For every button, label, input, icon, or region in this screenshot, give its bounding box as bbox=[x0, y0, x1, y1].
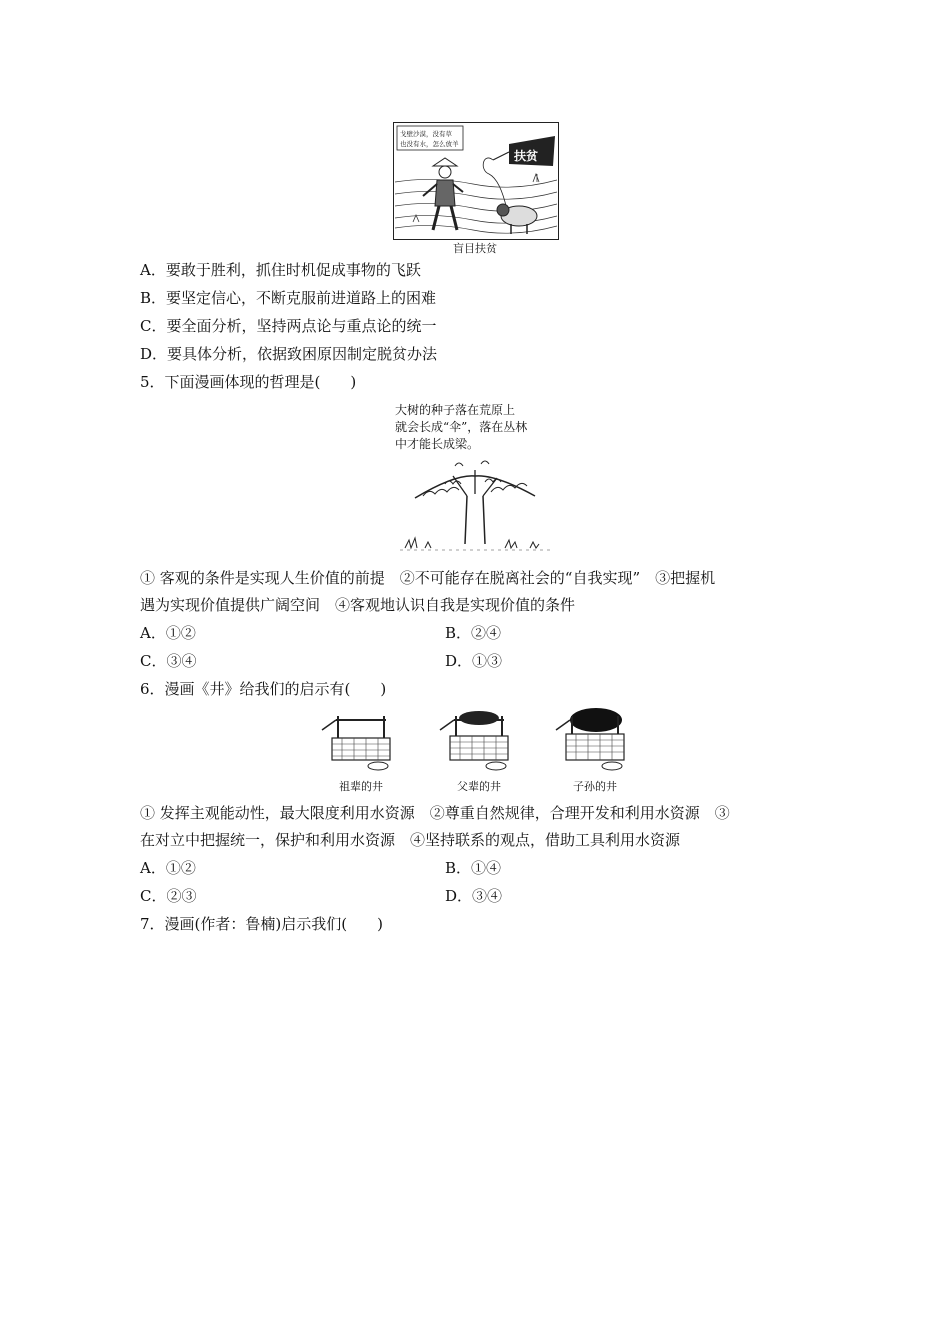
well-parents bbox=[440, 711, 508, 770]
tree-text-line-2: 就会长成“伞”，落在丛林 bbox=[395, 420, 528, 434]
well-caption-3: 子孙的井 bbox=[573, 780, 617, 793]
q5-statements-line-2: 遇为实现价值提供广阔空间 ④客观地认识自我是实现价值的条件 bbox=[140, 596, 576, 614]
cartoon-blind-poverty-aid bbox=[393, 122, 559, 240]
cartoon-blind-poverty-aid-drawing bbox=[393, 122, 559, 240]
q4-option-c: C．要全面分析，坚持两点论与重点论的统一 bbox=[140, 317, 437, 335]
flag-text: 扶贫 bbox=[514, 149, 539, 163]
well-caption-1: 祖辈的井 bbox=[339, 780, 383, 793]
wells-drawing bbox=[318, 708, 638, 774]
q6-option-c: C．②③ bbox=[140, 887, 197, 905]
tree-drawing bbox=[395, 456, 555, 556]
speech-line-1: 戈壁沙漠，没有草 bbox=[400, 130, 452, 138]
q5-statements-line-1: ① 客观的条件是实现人生价值的前提 ②不可能存在脱离社会的“自我实现” ③把握机 bbox=[140, 569, 716, 587]
q6-option-d: D．③④ bbox=[445, 887, 503, 905]
well-grandparents bbox=[322, 716, 390, 770]
q4-option-b: B．要坚定信心，不断克服前进道路上的困难 bbox=[140, 289, 437, 307]
q6-stem: 6．漫画《井》给我们的启示有( ) bbox=[140, 680, 387, 698]
q4-option-d: D．要具体分析，依据致困原因制定脱贫办法 bbox=[140, 345, 438, 363]
q6-option-a: A．①② bbox=[140, 859, 196, 877]
cartoon-wells bbox=[318, 708, 638, 798]
q6-statements-line-1: ① 发挥主观能动性，最大限度利用水资源 ②尊重自然规律，合理开发和利用水资源 ③ bbox=[140, 804, 730, 822]
speech-line-2: 也没有水，怎么放羊 bbox=[400, 140, 459, 148]
q5-option-c: C．③④ bbox=[140, 652, 197, 670]
cartoon-tree bbox=[395, 402, 555, 552]
q7-stem: 7．漫画(作者：鲁楠)启示我们( ) bbox=[140, 915, 383, 933]
tree-text-line-1: 大树的种子落在荒原上 bbox=[395, 403, 516, 417]
q5-option-d: D．①③ bbox=[445, 652, 503, 670]
cartoon1-caption: 盲目扶贫 bbox=[453, 242, 497, 255]
q5-option-a: A．①② bbox=[140, 624, 196, 642]
well-descendants bbox=[556, 708, 624, 770]
q6-option-b: B．①④ bbox=[445, 859, 502, 877]
well-caption-2: 父辈的井 bbox=[457, 780, 501, 793]
q4-option-a: A．要敢于胜利，抓住时机促成事物的飞跃 bbox=[140, 261, 421, 279]
q5-stem: 5．下面漫画体现的哲理是( ) bbox=[140, 373, 357, 391]
q6-statements-line-2: 在对立中把握统一，保护和利用水资源 ④坚持联系的观点，借助工具利用水资源 bbox=[140, 831, 681, 849]
q5-option-b: B．②④ bbox=[445, 624, 502, 642]
tree-text-line-3: 中才能长成梁。 bbox=[395, 437, 480, 451]
